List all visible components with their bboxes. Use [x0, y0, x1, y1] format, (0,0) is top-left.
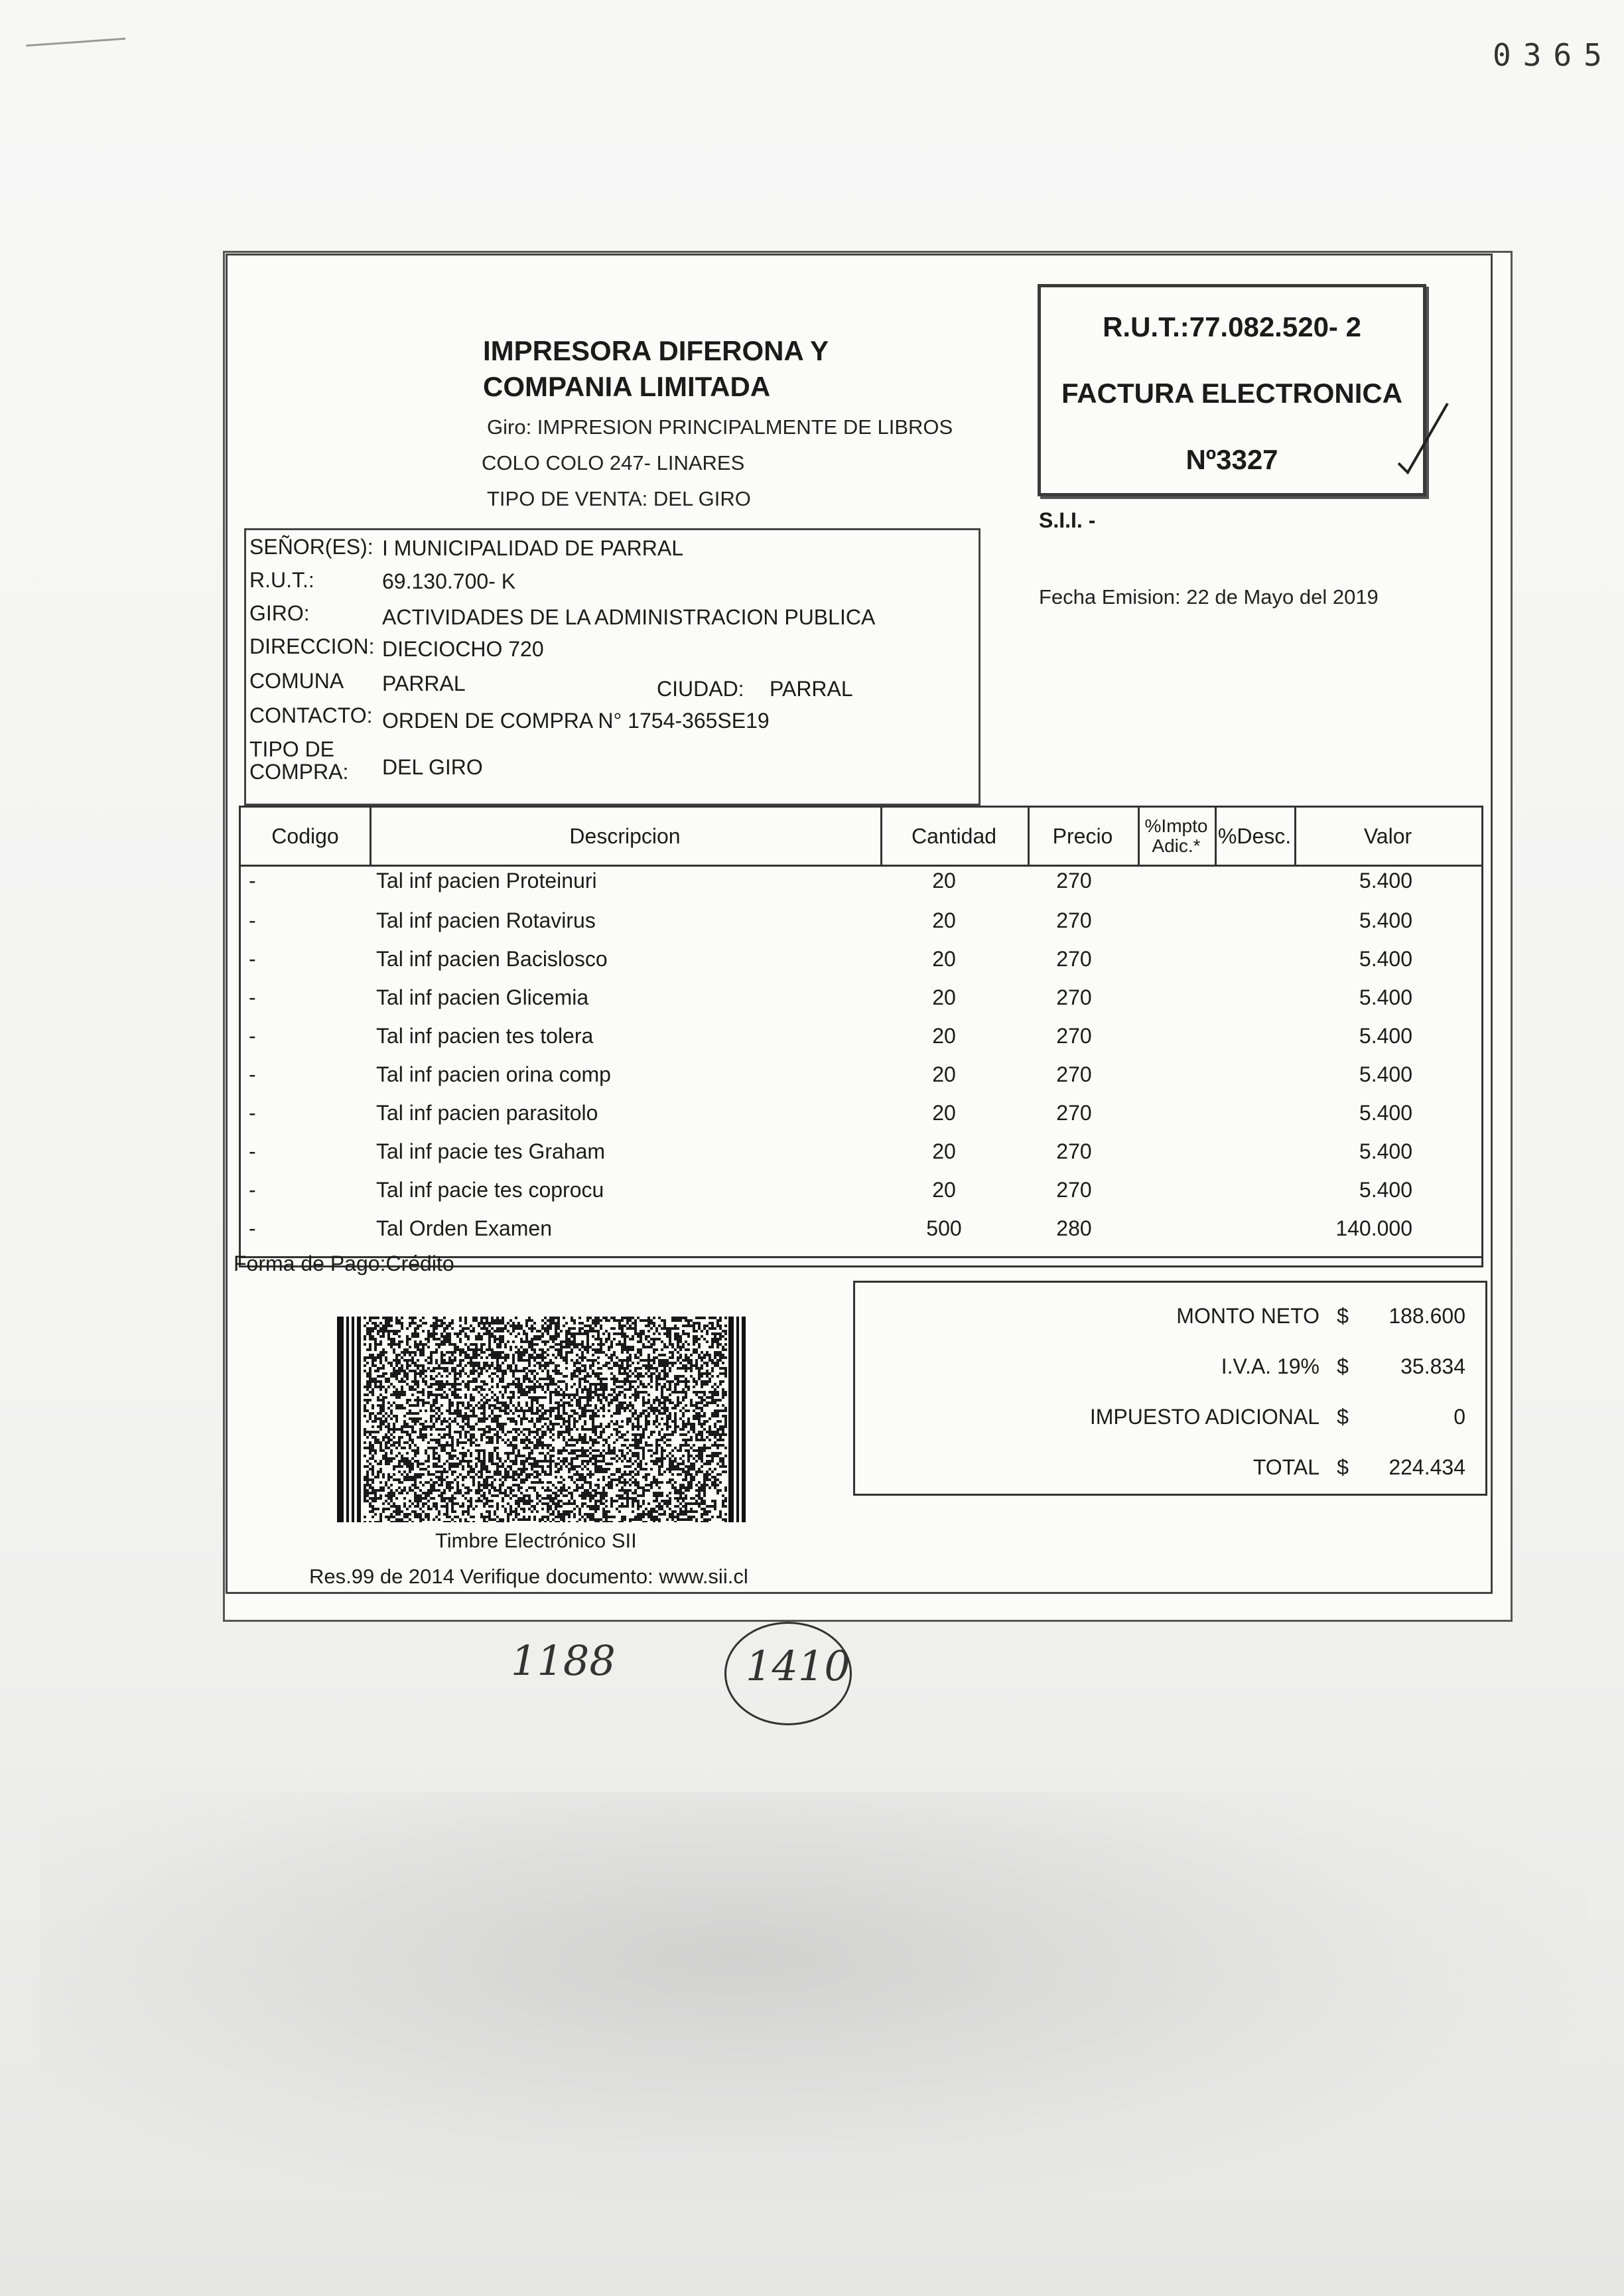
table-row — [241, 1097, 1481, 1135]
cell-descripcion: Tal inf pacie tes Graham — [376, 1139, 606, 1163]
fecha-emision: Fecha Emision: 22 de Mayo del 2019 — [1039, 585, 1379, 609]
ciudad-label: CIUDAD: — [657, 677, 744, 701]
header-desc: %Desc. — [1215, 808, 1296, 867]
cell-valor: 5.400 — [1359, 947, 1412, 971]
cell-cantidad: 500 — [926, 1216, 962, 1240]
iva-label: I.V.A. 19% — [1221, 1354, 1320, 1378]
issuer-address: COLO COLO 247- LINARES — [482, 451, 745, 474]
direccion-value: DIECIOCHO 720 — [382, 637, 544, 661]
cell-cantidad: 20 — [932, 1024, 956, 1048]
cell-precio: 270 — [1056, 869, 1092, 893]
cell-precio: 270 — [1056, 1024, 1092, 1048]
cell-descripcion: Tal inf pacien orina comp — [376, 1062, 611, 1086]
issuer-rut: R.U.T.:77.082.520- 2 — [1103, 311, 1361, 342]
cell-valor: 5.400 — [1359, 985, 1412, 1009]
cell-codigo: - — [249, 1101, 256, 1125]
cell-codigo: - — [249, 1216, 256, 1240]
cell-codigo: - — [249, 1139, 256, 1163]
table-row — [241, 1020, 1481, 1058]
cell-precio: 270 — [1056, 985, 1092, 1009]
tipo-compra-value: DEL GIRO — [382, 755, 483, 779]
table-row — [241, 981, 1481, 1020]
senor-value: I MUNICIPALIDAD DE PARRAL — [382, 536, 684, 560]
cell-precio: 270 — [1056, 947, 1092, 971]
giro-value: ACTIVIDADES DE LA ADMINISTRACION PUBLICA — [382, 605, 876, 629]
cell-codigo: - — [249, 985, 256, 1009]
cell-descripcion: Tal inf pacien Proteinuri — [376, 869, 597, 893]
table-row — [241, 1174, 1481, 1212]
rut-label: R.U.T.: — [249, 568, 314, 592]
total-line-iva — [1221, 1354, 1465, 1379]
tipo-compra-label-2: COMPRA: — [249, 760, 349, 784]
impuesto-adicional-currency: $ — [1337, 1405, 1349, 1429]
cell-valor: 5.400 — [1359, 869, 1412, 893]
iva-currency: $ — [1337, 1354, 1349, 1378]
issuer-tipo-venta: TIPO DE VENTA: DEL GIRO — [487, 487, 751, 510]
impuesto-adicional-value: 0 — [1454, 1405, 1465, 1429]
monto-neto-currency: $ — [1337, 1304, 1349, 1328]
timbre-res: Res.99 de 2014 Verifique documento: www.sii.cl — [309, 1565, 748, 1588]
header-impto-1: %Impto — [1144, 816, 1208, 836]
cell-cantidad: 20 — [932, 1101, 956, 1125]
cell-codigo: - — [249, 908, 256, 932]
header-cantidad: Cantidad — [880, 808, 1030, 867]
cell-precio: 270 — [1056, 1139, 1092, 1163]
total-value: 224.434 — [1388, 1455, 1465, 1479]
header-codigo: Codigo — [241, 808, 372, 867]
cell-precio: 270 — [1056, 1101, 1092, 1125]
header-valor: Valor — [1294, 808, 1481, 867]
cell-valor: 5.400 — [1359, 908, 1412, 932]
stamp-number: 0365 — [1493, 37, 1614, 73]
cell-cantidad: 20 — [932, 1139, 956, 1163]
handwritten-note-1: 1188 — [511, 1636, 616, 1685]
cell-cantidad: 20 — [932, 985, 956, 1009]
cell-valor: 5.400 — [1359, 1101, 1412, 1125]
document-id-box — [1038, 284, 1426, 496]
cell-cantidad: 20 — [932, 1178, 956, 1202]
sii-label: S.I.I. - — [1039, 508, 1096, 532]
total-currency: $ — [1337, 1455, 1349, 1479]
cell-cantidad: 20 — [932, 908, 956, 932]
monto-neto-value: 188.600 — [1388, 1304, 1465, 1328]
comuna-label: COMUNA — [249, 669, 344, 693]
cell-descripcion: Tal inf pacien Rotavirus — [376, 908, 596, 932]
cell-cantidad: 20 — [932, 1062, 956, 1086]
cell-cantidad: 20 — [932, 947, 956, 971]
totals-box — [853, 1281, 1487, 1496]
table-row — [241, 1135, 1481, 1174]
handwritten-note-2: 1410 — [746, 1642, 850, 1690]
checkmark-icon — [1393, 398, 1453, 478]
contacto-value: ORDEN DE COMPRA N° 1754-365SE19 — [382, 709, 770, 733]
document-number: Nº3327 — [1185, 444, 1278, 475]
cell-codigo: - — [249, 1024, 256, 1048]
cell-descripcion: Tal inf pacien parasitolo — [376, 1101, 598, 1125]
issuer-giro: Giro: IMPRESION PRINCIPALMENTE DE LIBROS — [487, 415, 953, 439]
issuer-name-line1: IMPRESORA DIFERONA Y — [483, 335, 829, 366]
timbre-barcode — [337, 1317, 748, 1522]
table-row — [241, 1212, 1481, 1251]
giro-label: GIRO: — [249, 601, 310, 625]
total-line-impuesto — [1090, 1405, 1465, 1429]
cell-descripcion: Tal inf pacien tes tolera — [376, 1024, 594, 1048]
header-impto — [1138, 808, 1217, 867]
client-box — [244, 528, 981, 806]
contacto-label: CONTACTO: — [249, 703, 373, 727]
cell-precio: 270 — [1056, 1178, 1092, 1202]
cell-precio: 270 — [1056, 908, 1092, 932]
scan-shadow — [40, 1792, 1586, 2203]
cell-codigo: - — [249, 947, 256, 971]
document-type: FACTURA ELECTRONICA — [1061, 378, 1403, 409]
senor-label: SEÑOR(ES): — [249, 535, 373, 559]
total-label: TOTAL — [1252, 1455, 1320, 1479]
header-descripcion: Descripcion — [370, 808, 882, 867]
cell-precio: 280 — [1056, 1216, 1092, 1240]
comuna-value: PARRAL — [382, 672, 466, 695]
cell-descripcion: Tal Orden Examen — [376, 1216, 553, 1240]
cell-valor: 5.400 — [1359, 1024, 1412, 1048]
cell-codigo: - — [249, 869, 256, 893]
tipo-compra-label-1: TIPO DE — [249, 737, 335, 761]
iva-value: 35.834 — [1400, 1354, 1465, 1378]
cell-precio: 270 — [1056, 1062, 1092, 1086]
impuesto-adicional-label: IMPUESTO ADICIONAL — [1089, 1405, 1320, 1429]
header-precio: Precio — [1028, 808, 1140, 867]
cell-valor: 5.400 — [1359, 1139, 1412, 1163]
table-row — [241, 943, 1481, 981]
tipo-compra-label — [249, 738, 348, 783]
header-impto-2: Adic.* — [1152, 835, 1201, 856]
table-row — [241, 1058, 1481, 1097]
cell-valor: 5.400 — [1359, 1178, 1412, 1202]
table-row — [241, 904, 1481, 943]
timbre-label: Timbre Electrónico SII — [435, 1529, 637, 1552]
direccion-label: DIRECCION: — [249, 634, 375, 658]
forma-pago: Forma de Pago:Crédito — [234, 1252, 454, 1275]
items-table — [239, 806, 1483, 1267]
total-line-total — [1253, 1455, 1465, 1480]
issuer-name-line2: COMPANIA LIMITADA — [483, 371, 771, 402]
cell-valor: 140.000 — [1335, 1216, 1412, 1240]
ciudad-value: PARRAL — [770, 677, 853, 701]
cell-descripcion: Tal inf pacien Bacislosco — [376, 947, 608, 971]
issuer-name — [483, 333, 829, 405]
cell-valor: 5.400 — [1359, 1062, 1412, 1086]
cell-cantidad: 20 — [932, 869, 956, 893]
cell-codigo: - — [249, 1062, 256, 1086]
monto-neto-label: MONTO NETO — [1176, 1304, 1320, 1328]
total-line-neto — [1176, 1304, 1465, 1328]
cell-descripcion: Tal inf pacie tes coprocu — [376, 1178, 604, 1202]
cell-descripcion: Tal inf pacien Glicemia — [376, 985, 589, 1009]
rut-value: 69.130.700- K — [382, 569, 516, 593]
cell-codigo: - — [249, 1178, 256, 1202]
table-row — [241, 865, 1481, 903]
